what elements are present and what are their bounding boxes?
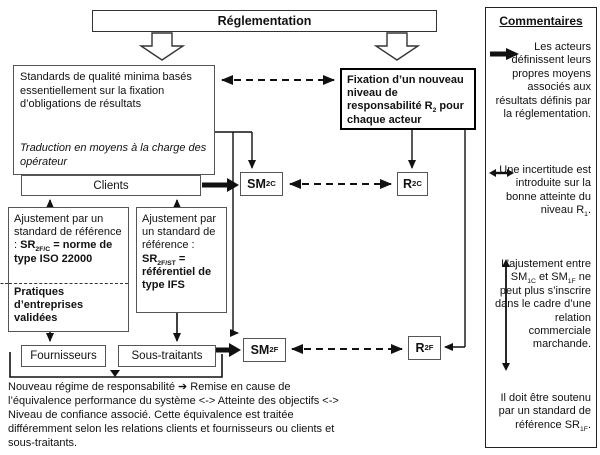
- reglementation-box: [92, 10, 437, 32]
- adjustment-right-normal-text: Ajustement par un standard de référence :: [142, 213, 216, 252]
- comment-paragraph-2: Une incertitude est introduite sur la bonne atteinte du niveau $R_1$.: [499, 164, 591, 219]
- loop-line-arrowhead-icon: [110, 370, 120, 377]
- block-down-arrow-right-icon: [376, 33, 418, 60]
- comment-paragraph-3: L’ajustement entre $SM_{1C}$ et $SM_{1F}$ ne peut plus s’inscrire dans le cadre d’une relation commerciale marchande.: [494, 258, 591, 351]
- adjustment-left-sr: SR: [20, 239, 36, 252]
- adjustment-left-sr-subscript: 2F/C: [35, 246, 51, 254]
- standards-italic-note: Traduction en moyens à la charge des opérateur: [20, 142, 207, 168]
- comments-panel: [485, 7, 597, 448]
- fournisseurs-label: Fournisseurs: [30, 350, 97, 362]
- r2c-label: R: [403, 177, 413, 191]
- comments-title: Commentaires: [499, 14, 583, 28]
- adjustment-left-box: [8, 207, 129, 332]
- r2f-label: R: [415, 341, 425, 355]
- fixation-text: Fixation d’un nouveau niveau de responsabilité R: [347, 74, 464, 113]
- fixation-subscript: 2: [432, 107, 437, 115]
- sm2c-label: SM: [247, 177, 266, 191]
- adjustment-right-bold-text: référentiel de type IFS: [142, 265, 212, 292]
- thick-arrow-soustraitants-sm2f-head-icon: [229, 343, 241, 357]
- adjustment-right-sr: SR: [142, 252, 158, 265]
- sm2f-box: SM 2F: [243, 338, 286, 362]
- clients-box: [21, 175, 201, 196]
- adjustment-left-bold-text: norme de type ISO 22000: [14, 239, 113, 265]
- bottom-note: Nouveau régime de responsabilité ➔ Remise en cause de l’équivalence performance du système <-> Atteinte des objectifs <-> Niveau de confiance associé. Cette équivalence est traitée différemment selon les relations clients et fournisseurs ou clients et sous-traitants.: [8, 381, 339, 449]
- sous-traitants-box: [118, 345, 216, 367]
- sm2c-box: SM 2C: [240, 172, 283, 196]
- comment-paragraph-1: Les acteurs définissent leurs propres moyens associés aux résultats définis par la réglementation.: [495, 41, 591, 121]
- clients-label: Clients: [93, 179, 129, 192]
- sm2f-label: SM: [250, 343, 270, 357]
- adjustment-right-sr-subscript: 2F/ST: [157, 259, 176, 267]
- adjustment-left-bottom: Pratiques d’entreprises validées: [9, 283, 128, 326]
- dashed-divider-extension: [0, 283, 8, 284]
- fixation-text-2: pour chaque acteur: [347, 100, 464, 126]
- adjustment-left-normal-text: Ajustement par un standard de référence :: [14, 213, 122, 252]
- standards-text: Standards de qualité minima basés essentiellement sur la fixation d’obligations de résultats: [20, 71, 192, 110]
- fournisseurs-box: [21, 345, 106, 367]
- reglementation-label: Réglementation: [217, 14, 312, 28]
- adjustment-right-box: Ajustement par un standard de référence : $SR_{2F/ST}$ = référentiel de type IFS: [136, 207, 227, 313]
- comment-paragraph-4: Il doit être soutenu par un standard de référence $SR_{1F}$.: [498, 392, 591, 433]
- fixation-box: [340, 68, 476, 130]
- r2f-box: R 2F: [408, 336, 441, 360]
- block-down-arrow-left-icon: [141, 33, 183, 60]
- standards-box: [13, 65, 215, 175]
- thick-arrow-clients-sm2c-head-icon: [227, 178, 239, 192]
- r2c-box: R 2C: [397, 172, 428, 196]
- sous-traitants-label: Sous-traitants: [131, 350, 203, 362]
- adjustment-left-top: Ajustement par un standard de référence : $SR_{2F/C}$ = norme de type ISO 22000: [14, 213, 122, 265]
